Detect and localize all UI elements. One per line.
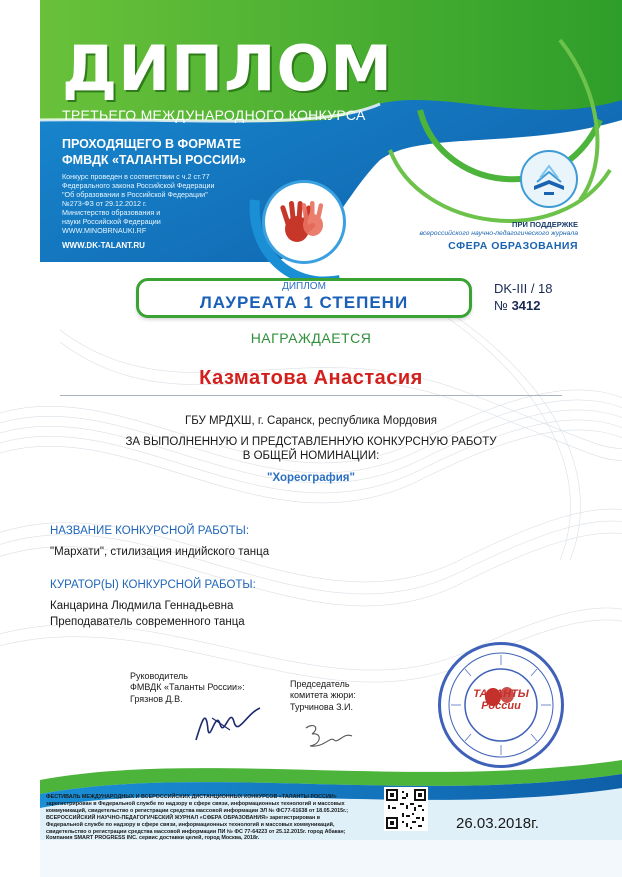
curator-name: Канцарина Людмила Геннадьевна bbox=[50, 600, 234, 612]
book-icon bbox=[522, 152, 576, 206]
work-statement bbox=[60, 436, 562, 464]
signatory-role: Председатель bbox=[290, 679, 350, 689]
signatory-org: ФМВДК «Таланты России»: bbox=[130, 682, 245, 693]
work-title-label: НАЗВАНИЕ КОНКУРСНОЙ РАБОТЫ: bbox=[50, 525, 250, 537]
signatory-jury bbox=[290, 679, 410, 713]
curator-info bbox=[50, 599, 470, 630]
legal-line: "Об образовании в Российской Федерации" bbox=[62, 190, 208, 199]
number-value: 3412 bbox=[511, 298, 541, 313]
qr-code bbox=[384, 787, 428, 831]
awarded-label: НАГРАЖДАЕТСЯ bbox=[250, 330, 372, 346]
stamp-brand: ТАЛАНТЫ России bbox=[473, 688, 529, 712]
contest-format bbox=[62, 137, 282, 168]
legal-line: Конкурс проведен в соответствии с ч.2 ст.77 bbox=[62, 172, 210, 181]
legal-line: Федерального закона Российской Федерации bbox=[62, 181, 215, 190]
talent-hands-logo bbox=[262, 180, 346, 264]
registration-code: DK-III / 18 bbox=[494, 281, 553, 296]
laureate-caption: ДИПЛОМ bbox=[282, 281, 326, 292]
signatory-role: Руководитель bbox=[130, 671, 188, 681]
divider bbox=[60, 395, 562, 396]
curator-position: Преподаватель современного танца bbox=[50, 615, 245, 628]
hands-icon bbox=[273, 191, 335, 253]
footer-legal: ФЕСТИВАЛЬ МЕЖДУНАРОДНЫХ И ВСЕРОССИЙСКИХ ДИСТАНЦИОННЫХ КОНКУРСОВ «ТАЛАНТЫ РОССИИ» зарегистрирован в Федеральной службе по надзору в сфере связи, информационных технологий и массовых коммуникаций, свидетельство о регистрации средства массовой информации ЭЛ № ФС77-61638 от 18.05.2015г.; ВСЕРОССИЙСКИЙ НАУЧНО-ПЕДАГОГИЧЕСКИЙ ЖУРНАЛ «СФЕРА ОБРАЗОВАНИЯ» зарегистрирован в Федеральной службе по надзору в сфере связи, информационных технологий и массовых коммуникаций, свидетельство о регистрации средства массовой информации ПИ № ФС 77-64223 от 25.12.2015г. город Абакан; Компания SMART PROGRESS INC. сервис доставки целей, город Москва, 2018г. bbox=[46, 794, 349, 842]
contest-subtitle: ТРЕТЬЕГО МЕЖДУНАРОДНОГО КОНКУРСА bbox=[62, 107, 366, 123]
registration-number bbox=[494, 298, 584, 313]
signatory-org: комитета жюри: bbox=[290, 690, 356, 701]
site-link[interactable]: WWW.DK-TALANT.RU bbox=[62, 241, 145, 250]
diploma-title: ДИПЛОМ bbox=[62, 32, 393, 105]
legal-line: WWW.MINOBRNAUKI.RF bbox=[62, 226, 147, 235]
recipient-name: Казматова Анастасия bbox=[199, 367, 423, 389]
statement-line: ЗА ВЫПОЛНЕННУЮ И ПРЕДСТАВЛЕННУЮ КОНКУРСНУЮ РАБОТУ bbox=[125, 436, 497, 448]
legal-line: Министерство образования и bbox=[62, 208, 161, 217]
number-prefix: № bbox=[494, 298, 508, 313]
nomination: "Хореография" bbox=[267, 472, 355, 484]
format-line: ФМВДК «ТАЛАНТЫ РОССИИ» bbox=[62, 152, 246, 167]
signatory-name: Турчинова З.И. bbox=[290, 701, 353, 712]
format-line: ПРОХОДЯЩЕГО В ФОРМАТЕ bbox=[62, 137, 241, 151]
partner-journal: всероссийского научно-педагогического журнала bbox=[419, 230, 578, 237]
institution: ГБУ МРДХШ, г. Саранск, республика Мордовия bbox=[184, 415, 438, 427]
signatory-name: Грязнов Д.В. bbox=[130, 693, 183, 704]
partner-support: ПРИ ПОДДЕРЖКЕ bbox=[512, 220, 578, 229]
partner-name: СФЕРА ОБРАЗОВАНИЯ bbox=[448, 240, 578, 252]
sfera-logo bbox=[520, 150, 578, 208]
legal-line: науки Российской Федерации bbox=[62, 217, 161, 226]
work-title bbox=[50, 545, 470, 561]
laureate-degree: ЛАУРЕАТА 1 СТЕПЕНИ bbox=[199, 293, 409, 312]
curator-label: КУРАТОР(Ы) КОНКУРСНОЙ РАБОТЫ: bbox=[50, 579, 256, 591]
legal-notice bbox=[62, 172, 242, 235]
issue-date: 26.03.2018г. bbox=[456, 815, 539, 832]
statement-line: В ОБЩЕЙ НОМИНАЦИИ: bbox=[242, 449, 380, 462]
legal-line: №273-ФЗ от 29.12.2012 г. bbox=[62, 199, 147, 208]
work-title-text: "Мархати", стилизация индийского танца bbox=[50, 546, 270, 558]
